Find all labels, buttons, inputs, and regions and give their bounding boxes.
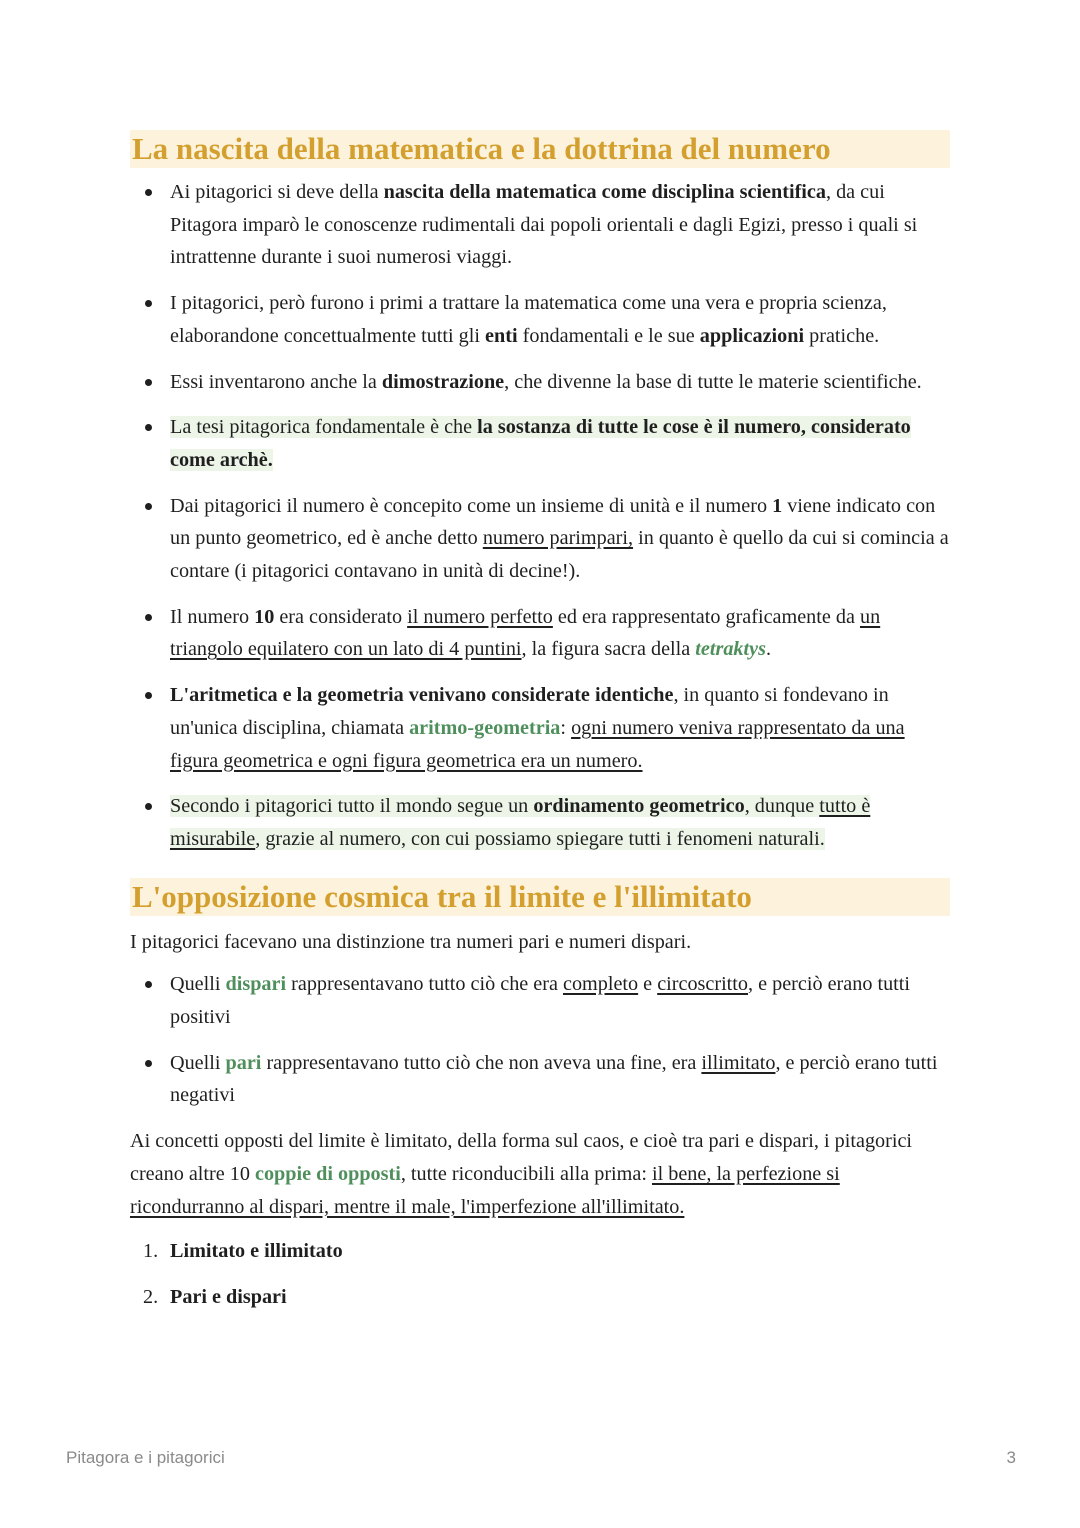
list-item: L'aritmetica e la geometria venivano considerate identiche, in quanto si fondevano in un'unica disciplina, chiamata aritmo-geometria: ogni numero veniva rappresentato da una figura geometrica e ogni figura geometrica era un numero. <box>130 679 950 777</box>
bullet-list-1 <box>130 176 950 856</box>
list-item: La tesi pitagorica fondamentale è che la sostanza di tutte le cose è il numero, considerato come archè. <box>130 411 950 476</box>
list-item: 1. Limitato e illimitato <box>143 1240 343 1263</box>
list-item: Dai pitagorici il numero è concepito come un insieme di unità e il numero 1 viene indicato con un punto geometrico, ed è anche detto numero parimpari, in quanto è quello da cui si comincia a contare (i pitagorici contavano in unità di decine!). <box>130 490 950 588</box>
footer-title: Pitagora e i pitagorici <box>66 1448 225 1467</box>
list-item: Secondo i pitagorici tutto il mondo segue un ordinamento geometrico, dunque tutto è misurabile, grazie al numero, con cui possiamo spiegare tutti i fenomeni naturali. <box>130 790 950 855</box>
page-number: 3 <box>1006 1448 1016 1467</box>
list-item: Il numero 10 era considerato il numero perfetto ed era rappresentato graficamente da un triangolo equilatero con un lato di 4 puntini, la figura sacra della tetraktys. <box>130 601 950 666</box>
section-intro: I pitagorici facevano una distinzione tra numeri pari e numeri dispari. <box>130 930 692 953</box>
paragraph: Ai concetti opposti del limite è limitato, della forma sul caos, e cioè tra pari e dispari, i pitagorici creano altre 10 coppie di opposti, tutte riconducibili alla prima: il bene, la perfezione si ricondurranno al dispari, mentre il male, l'imperfezione all'illimitato. <box>130 1130 913 1218</box>
list-item: I pitagorici, però furono i primi a trattare la matematica come una vera e propria scienza, elaborandone concettualmente tutti gli enti fondamentali e le sue applicazioni pratiche. <box>130 287 950 352</box>
list-item: 2. Pari e dispari <box>143 1285 287 1308</box>
section-heading-1: La nascita della matematica e la dottrina del numero <box>130 130 950 168</box>
list-item: Quelli pari rappresentavano tutto ciò che non aveva una fine, era illimitato, e perciò erano tutti negativi <box>130 1047 950 1112</box>
list-item: Essi inventarono anche la dimostrazione, che divenne la base di tutte le materie scientifiche. <box>130 366 950 399</box>
page-content <box>130 130 950 1327</box>
section-heading-2: L'opposizione cosmica tra il limite e l'illimitato <box>130 878 950 916</box>
numbered-list <box>130 1235 950 1313</box>
list-item: Quelli dispari rappresentavano tutto ciò che era completo e circoscritto, e perciò erano tutti positivi <box>130 968 950 1033</box>
bullet-list-2 <box>130 968 950 1112</box>
list-item: Ai pitagorici si deve della nascita della matematica come disciplina scientifica, da cui Pitagora imparò le conoscenze rudimentali dai popoli orientali e dagli Egizi, presso i quali si intrattenne durante i suoi numerosi viaggi. <box>130 176 950 274</box>
